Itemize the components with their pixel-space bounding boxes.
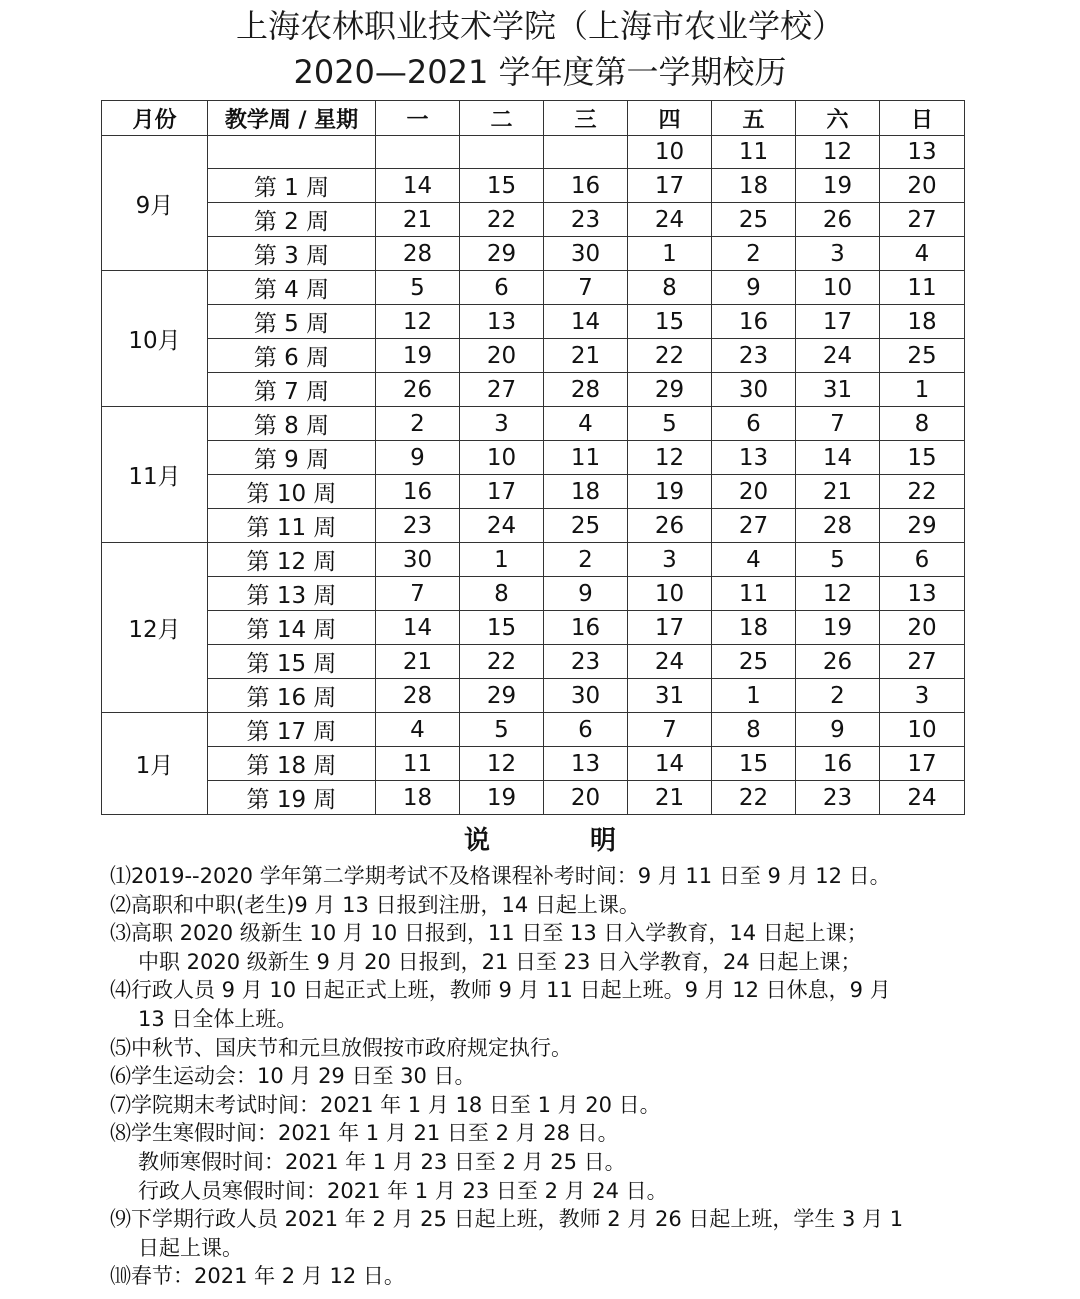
date-cell: 23 [376,509,460,543]
week-cell: 第 2 周 [208,203,376,237]
note-line: 教师寒假时间：2021 年 1 月 23 日至 2 月 25 日。 [138,1149,626,1174]
date-cell: 5 [460,713,544,747]
date-cell: 22 [628,339,712,373]
date-cell: 15 [880,441,965,475]
date-cell: 21 [796,475,880,509]
date-cell: 28 [376,679,460,713]
note-line: ⑹学生运动会：10 月 29 日至 30 日。 [110,1064,476,1089]
date-cell: 7 [376,577,460,611]
date-cell: 24 [880,781,965,815]
date-cell: 6 [544,713,628,747]
table-row [102,611,965,645]
date-cell: 9 [544,577,628,611]
date-cell: 16 [796,747,880,781]
date-cell: 23 [544,203,628,237]
date-cell: 3 [796,237,880,271]
date-cell: 22 [460,645,544,679]
date-cell: 18 [880,305,965,339]
date-cell: 10 [460,441,544,475]
date-cell: 18 [376,781,460,815]
date-cell: 9 [796,713,880,747]
date-cell: 7 [796,407,880,441]
date-cell: 15 [460,611,544,645]
date-cell: 25 [712,203,796,237]
note-line: ⑶高职 2020 级新生 10 月 10 日报到，11 日至 13 日入学教育，14 日起上课； [110,921,868,946]
table-row [102,169,965,203]
note-line: ⑴2019--2020 学年第二学期考试不及格课程补考时间：9 月 11 日至 9 月 12 日。 [110,864,891,888]
week-cell: 第 11 周 [208,509,376,543]
month-cell: 1月 [102,713,208,815]
date-cell: 24 [796,339,880,373]
month-cell: 12月 [102,543,208,713]
date-cell: 5 [628,407,712,441]
date-cell: 22 [880,475,965,509]
date-cell: 19 [460,781,544,815]
week-cell: 第 18 周 [208,747,376,781]
date-cell: 19 [796,611,880,645]
date-cell: 9 [712,271,796,305]
date-cell: 8 [460,577,544,611]
table-row [102,747,965,781]
date-cell [544,136,628,169]
date-cell: 6 [712,407,796,441]
date-cell: 16 [376,475,460,509]
date-cell: 25 [712,645,796,679]
date-cell: 18 [712,169,796,203]
notes-heading: 说明 [463,826,716,856]
date-cell: 4 [376,713,460,747]
date-cell: 6 [460,271,544,305]
table-row [102,679,965,713]
date-cell: 20 [880,611,965,645]
date-cell: 11 [712,577,796,611]
date-cell: 3 [628,543,712,577]
table-row [102,441,965,475]
table-header-row [102,101,965,136]
week-cell: 第 10 周 [208,475,376,509]
table-row [102,271,965,305]
date-cell: 18 [544,475,628,509]
date-cell: 16 [544,169,628,203]
date-cell: 20 [544,781,628,815]
week-cell: 第 15 周 [208,645,376,679]
date-cell: 8 [880,407,965,441]
week-cell: 第 7 周 [208,373,376,407]
date-cell: 22 [460,203,544,237]
date-cell: 26 [628,509,712,543]
note-line: ⑸中秋节、国庆节和元旦放假按市政府规定执行。 [110,1035,572,1060]
table-row [102,237,965,271]
date-cell: 10 [880,713,965,747]
header-day-thu: 四 [628,101,712,136]
calendar-body [102,136,965,815]
date-cell: 14 [544,305,628,339]
header-day-sat: 六 [796,101,880,136]
date-cell: 23 [796,781,880,815]
date-cell: 25 [880,339,965,373]
note-line: 中职 2020 级新生 9 月 20 日报到，21 日至 23 日入学教育，24 日起上课； [138,949,862,974]
date-cell: 26 [796,645,880,679]
date-cell: 29 [460,237,544,271]
date-cell: 1 [880,373,965,407]
date-cell: 17 [628,611,712,645]
date-cell: 21 [628,781,712,815]
date-cell: 12 [796,577,880,611]
week-cell: 第 14 周 [208,611,376,645]
date-cell: 27 [880,203,965,237]
date-cell: 18 [712,611,796,645]
date-cell: 2 [376,407,460,441]
date-cell: 8 [628,271,712,305]
date-cell: 20 [712,475,796,509]
note-line: ⑺学院期末考试时间：2021 年 1 月 18 日至 1 月 20 日。 [110,1092,661,1117]
date-cell: 12 [460,747,544,781]
table-row [102,373,965,407]
date-cell: 4 [712,543,796,577]
week-cell: 第 19 周 [208,781,376,815]
week-cell: 第 13 周 [208,577,376,611]
date-cell: 16 [712,305,796,339]
note-line: ⑼下学期行政人员 2021 年 2 月 25 日起上班，教师 2 月 26 日起上班，学生 3 月 1 [110,1207,904,1232]
date-cell: 31 [796,373,880,407]
date-cell: 13 [460,305,544,339]
table-row [102,339,965,373]
date-cell: 24 [460,509,544,543]
date-cell: 1 [628,237,712,271]
date-cell: 11 [376,747,460,781]
notes-list [110,862,970,1291]
table-row [102,645,965,679]
date-cell: 6 [880,543,965,577]
table-row [102,475,965,509]
date-cell: 24 [628,645,712,679]
date-cell: 4 [544,407,628,441]
date-cell: 23 [712,339,796,373]
date-cell: 13 [880,136,965,169]
week-cell: 第 6 周 [208,339,376,373]
date-cell: 2 [712,237,796,271]
date-cell: 13 [544,747,628,781]
date-cell: 28 [376,237,460,271]
header-day-fri: 五 [712,101,796,136]
table-row [102,713,965,747]
date-cell: 27 [712,509,796,543]
date-cell: 7 [628,713,712,747]
header-month: 月份 [102,101,208,136]
date-cell: 17 [628,169,712,203]
date-cell: 25 [544,509,628,543]
date-cell: 17 [796,305,880,339]
date-cell: 20 [880,169,965,203]
table-row [102,407,965,441]
month-cell: 11月 [102,407,208,543]
date-cell: 10 [796,271,880,305]
date-cell [460,136,544,169]
date-cell: 29 [460,679,544,713]
date-cell: 26 [376,373,460,407]
date-cell: 14 [796,441,880,475]
date-cell: 27 [880,645,965,679]
table-row [102,203,965,237]
note-line: 行政人员寒假时间：2021 年 1 月 23 日至 2 月 24 日。 [138,1178,668,1203]
date-cell: 15 [712,747,796,781]
date-cell: 13 [880,577,965,611]
date-cell: 29 [880,509,965,543]
date-cell: 2 [796,679,880,713]
date-cell: 11 [880,271,965,305]
month-cell: 9月 [102,136,208,271]
table-row [102,136,965,169]
header-day-wed: 三 [544,101,628,136]
week-cell: 第 3 周 [208,237,376,271]
date-cell: 1 [460,543,544,577]
date-cell: 26 [796,203,880,237]
week-cell: 第 16 周 [208,679,376,713]
date-cell: 15 [628,305,712,339]
table-row [102,543,965,577]
week-cell: 第 8 周 [208,407,376,441]
date-cell: 20 [460,339,544,373]
date-cell: 21 [376,203,460,237]
date-cell: 27 [460,373,544,407]
date-cell: 12 [796,136,880,169]
date-cell: 3 [460,407,544,441]
date-cell: 4 [880,237,965,271]
note-line: 日起上课。 [138,1235,243,1260]
date-cell: 31 [628,679,712,713]
date-cell: 11 [544,441,628,475]
document-subtitle: 2020—2021 学年度第一学期校历 [293,53,787,91]
note-line: 13 日全体上班。 [138,1006,298,1031]
date-cell: 14 [628,747,712,781]
week-cell [208,136,376,169]
note-line: ⑵高职和中职(老生)9 月 13 日报到注册，14 日起上课。 [110,892,640,917]
school-calendar-table [101,100,965,815]
week-cell: 第 9 周 [208,441,376,475]
date-cell: 9 [376,441,460,475]
date-cell: 14 [376,611,460,645]
week-cell: 第 4 周 [208,271,376,305]
date-cell: 16 [544,611,628,645]
table-row [102,305,965,339]
date-cell: 28 [544,373,628,407]
date-cell: 14 [376,169,460,203]
date-cell: 13 [712,441,796,475]
date-cell: 30 [712,373,796,407]
date-cell: 19 [628,475,712,509]
document-title: 上海农林职业技术学院（上海市农业学校） [235,7,844,45]
header-day-tue: 二 [460,101,544,136]
date-cell: 8 [712,713,796,747]
table-row [102,577,965,611]
date-cell: 30 [544,679,628,713]
table-row [102,781,965,815]
table-row [102,509,965,543]
date-cell: 15 [460,169,544,203]
week-cell: 第 1 周 [208,169,376,203]
note-line: ⑷行政人员 9 月 10 日起正式上班，教师 9 月 11 日起上班。9 月 12 日休息，9 月 [110,978,891,1003]
date-cell: 5 [376,271,460,305]
month-cell: 10月 [102,271,208,407]
date-cell: 24 [628,203,712,237]
date-cell: 17 [460,475,544,509]
header-day-sun: 日 [880,101,965,136]
date-cell: 19 [376,339,460,373]
date-cell: 21 [544,339,628,373]
week-cell: 第 17 周 [208,713,376,747]
header-week-day: 教学周 / 星期 [208,101,376,136]
date-cell: 1 [712,679,796,713]
date-cell: 21 [376,645,460,679]
date-cell: 10 [628,577,712,611]
date-cell: 23 [544,645,628,679]
date-cell: 11 [712,136,796,169]
date-cell: 17 [880,747,965,781]
week-cell: 第 12 周 [208,543,376,577]
date-cell: 5 [796,543,880,577]
date-cell: 30 [544,237,628,271]
date-cell: 12 [376,305,460,339]
date-cell: 10 [628,136,712,169]
date-cell [376,136,460,169]
header-day-mon: 一 [376,101,460,136]
date-cell: 12 [628,441,712,475]
date-cell: 19 [796,169,880,203]
date-cell: 30 [376,543,460,577]
note-line: ⑽春节：2021 年 2 月 12 日。 [110,1264,405,1289]
date-cell: 28 [796,509,880,543]
note-line: ⑻学生寒假时间：2021 年 1 月 21 日至 2 月 28 日。 [110,1121,619,1146]
week-cell: 第 5 周 [208,305,376,339]
date-cell: 29 [628,373,712,407]
date-cell: 3 [880,679,965,713]
date-cell: 2 [544,543,628,577]
date-cell: 7 [544,271,628,305]
date-cell: 22 [712,781,796,815]
